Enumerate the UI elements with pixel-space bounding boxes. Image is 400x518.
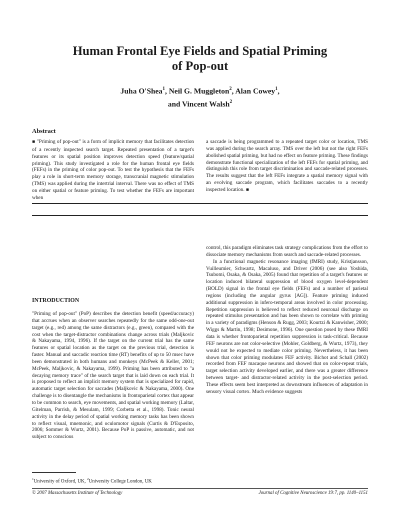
author-name: , Neil G. Muggleton (165, 86, 230, 96)
affiliation-marker: 2 (229, 99, 233, 105)
page-footer (32, 491, 368, 496)
author-name: and Vincent Walsh (167, 99, 230, 109)
abstract-start-marker: ■ (32, 140, 36, 145)
author-line-2 (60, 97, 340, 110)
abstract-divider (32, 203, 368, 204)
affiliation-2: University College London, UK (88, 479, 152, 485)
affiliation-marker: 1 (162, 87, 166, 92)
abstract-divider-thin (32, 215, 368, 216)
copyright-notice: © 2007 Massachusetts Institute of Technology (32, 491, 123, 496)
abstract-left-column (32, 139, 194, 202)
author-line-1 (60, 84, 340, 97)
abstract-right-column (206, 139, 368, 195)
body-left-column (32, 311, 194, 441)
affiliation-1: University of Oxford, UK, (33, 479, 87, 485)
body-right-column (206, 245, 368, 396)
affiliation-marker: 2 (229, 87, 232, 92)
abstract-end-marker: ■ (245, 187, 249, 193)
body-paragraph-2: In a functional magnetic resonance imaging (fMRI) study, Kristjansson, Vuilleumier, Schwartz, Macaluso, and Driver (2006) (see also Yoshida, Tsubomi, Osaka, & Osaka, 2005) found that repetition of a target's features or location induced bilateral suppression of blood oxygen level-dependent (BOLD) signal in the frontal eye fields (FEFs) and a number of parietal regions (including the angular gyrus [AG]). Feature priming induced additional suppression in infero-temporal areas involved in color processing. Repetition suppression is believed to reflect reduced neuronal discharge on repeated stimulus presentation and has been shown to correlate with priming in a variety of paradigms (Henson & Rugg, 2003; Kourtzi & Kanwisher, 2000; Wiggs & Martin, 1998; Desimone, 1996). One question posed by these fMRI data is whether frontoparietal repetition suppression is task-critical. Because FEF neurons are not color-selective (Mohler, Goldberg, & Wurtz, 1973), they would not be expected to mediate color priming. Nevertheless, it has been shown that color priming modulates FEF activity. Bichot and Schall (2002) recorded from FEF macaque neurons and showed that on color-repeat trials, target selection activity developed earlier, and there was a greater difference between target- and distractor-related activity in the post-selection period. These effects seem best interpreted as downstream influences of adaptation in sensory visual cortex. Much evidence suggests (206, 258, 368, 395)
author-name: Juha O'Shea (120, 86, 163, 96)
title-line-2: of Pop-out (171, 59, 229, 73)
article-title (40, 44, 360, 74)
title-line-1: Human Frontal Eye Fields and Spatial Priming (72, 44, 328, 58)
author-name: , Alan Cowey (231, 86, 276, 96)
author-separator: , (277, 86, 280, 96)
abstract-text-right: a saccade is being programmed to a repeated target color or location, TMS was applied during the search array. TMS over the left but not the right FEFs abolished spatial priming, but had no effect on feature priming. These findings demonstrate functional specialization of the left FEFs for spatial priming, and distinguish this role from target discrimination and saccade-related processes. The results suggest that the left FEFs integrate a spatial memory signal with an evolving saccade program, which facilitates saccades to a recently inspected location. (206, 139, 368, 193)
affiliation-marker: 1 (32, 477, 34, 481)
abstract-heading: Abstract (32, 128, 56, 135)
abstract-text-left: "Priming of pop-out" is a form of implicit memory that facilitates detection of a recently inspected search target. Repeated presentation of a target's features or its spatial position improves detection speed (feature/spatial priming). This study investigated a role for the human frontal eye fields (FEFs) in the priming of color pop-out. To test the hypothesis that the FEFs play a role in short-term memory storage, transcranial magnetic stimulation (TMS) was applied during the intertrial interval. There was no effect of TMS on either spatial or feature priming. To test whether the FEFs are important when (32, 139, 194, 201)
footer-divider (32, 488, 368, 489)
author-list (60, 84, 340, 109)
introduction-heading: INTRODUCTION (32, 298, 80, 304)
footnote-divider (32, 472, 76, 473)
affiliations-footnote (32, 476, 152, 486)
affiliation-marker: 2 (87, 477, 89, 481)
journal-citation: Journal of Cognitive Neuroscience 19:7, pp. 1140–1151 (258, 491, 368, 496)
introduction-paragraph: "Priming of pop-out" (PoP) describes the detection benefit (speed/accuracy) that accrues when an observer searches repeatedly for the same odd-one-out target (e.g., red) among the same distractors (e.g., green), compared with the cost when the target-distractor combinations change across trials (Maljkovic & Nakayama, 1994, 1996). If the target on the current trial has the same features or spatial location as the target on the previous trial, detection is faster. Manual and saccadic reaction time (RT) benefits of up to 50 msec have been demonstrated in both humans and monkeys (McPeek & Keller, 2001; McPeek, Maljkovic, & Nakayama, 1999). Priming has been attributed to "a decaying memory trace" of the search target that is laid down on each trial. It is proposed to reflect an implicit memory system that is specialized for rapid, automatic target selection for saccades (Maljkovic & Nakayama, 2000). One challenge is to disentangle the mechanisms in frontoparietal cortex that appear to be common to search, eye movements, and spatial working memory (Laltar, Gitelman, Parrish, & Mesulam, 1999; Corbetta et al., 1998). Tonic neural activity in the delay period of spatial working memory tasks has been shown to reflect visual, mnemonic, and oculomotor signals (Curtis & D'Esposito, 2006; Sommer & Wurtz, 2001). Because PoP is passive, automatic, and not subject to conscious (32, 311, 194, 441)
body-paragraph-1: control, this paradigm eliminates task strategy complications from the effort to dissociate memory mechanisms from search and saccade-related processes. (206, 245, 368, 258)
affiliation-marker: 1 (275, 87, 278, 92)
